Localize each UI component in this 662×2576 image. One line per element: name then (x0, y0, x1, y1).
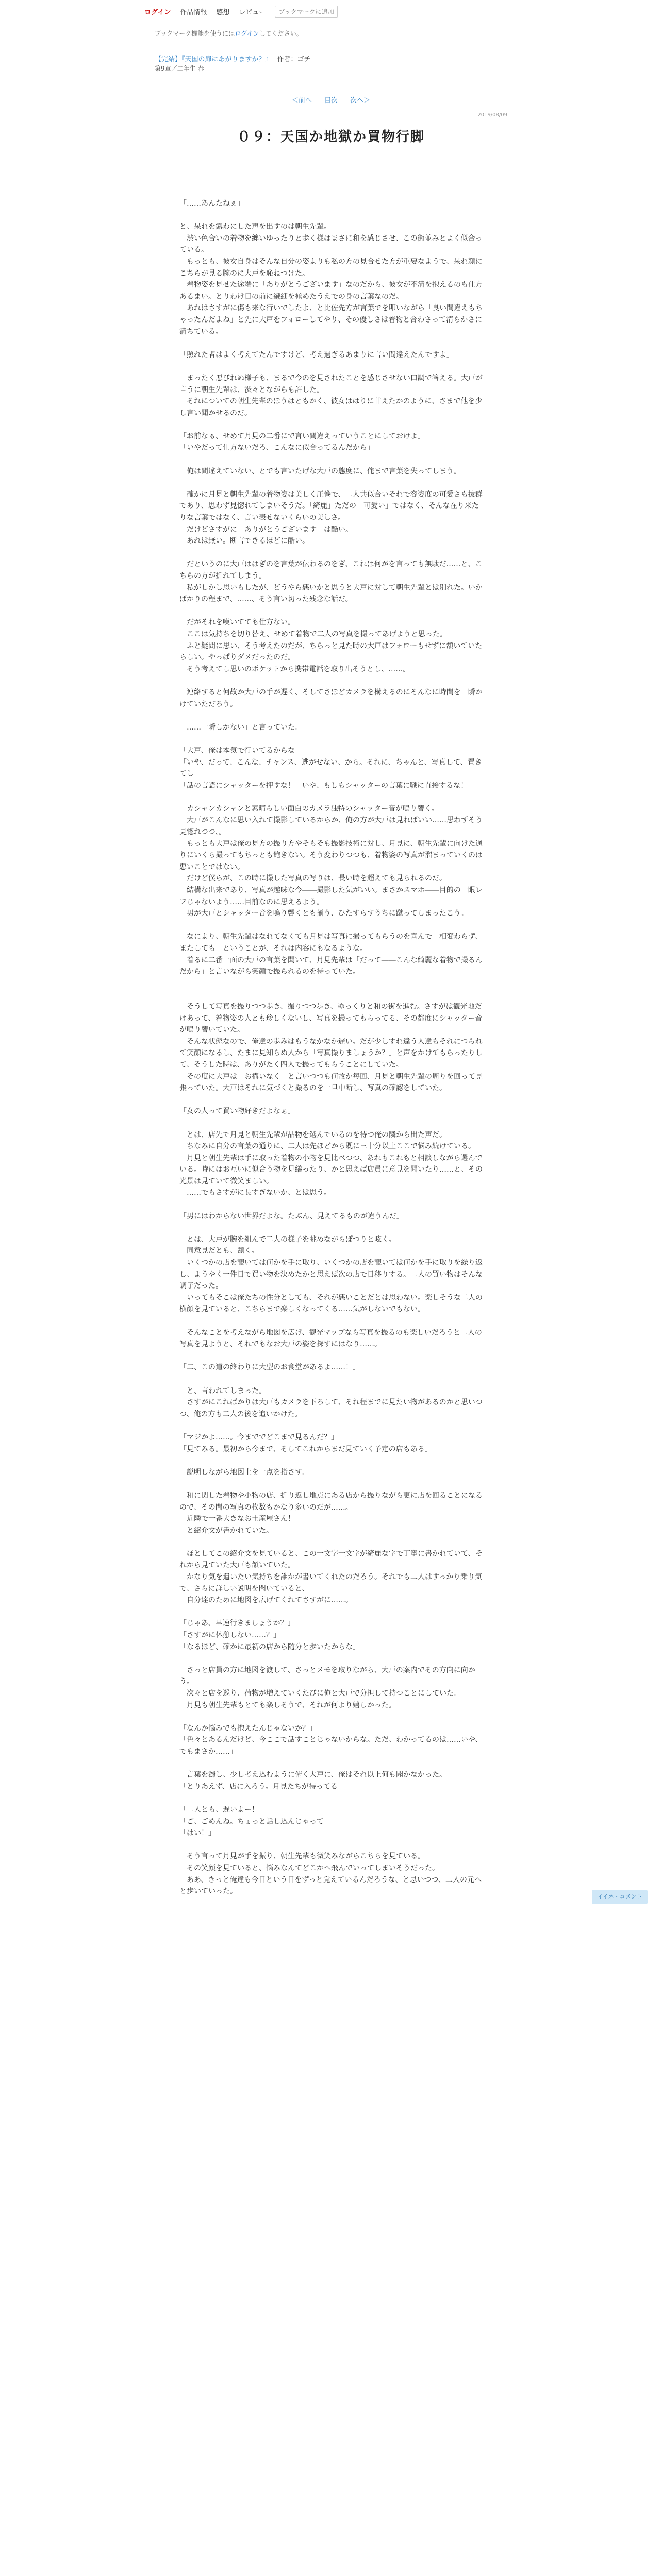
paragraph: その笑顔を見ていると、悩みなんてどこかへ飛んでいってしまいそうだった。 (179, 1863, 439, 1872)
paragraph-gap (179, 920, 484, 931)
paragraph: 確かに月見と朝生先輩の着物姿は美しく圧巻で、二人共似合いそれで容姿度の可愛さも抜群であり、思わず見惚れてしまいそうだ。「綺麗」ただの「可愛い」ではなく、そんな在り来たりな言葉ではなく、言い表せないくらいの美しさ。 (179, 490, 483, 522)
paragraph: さっと店員の方に地図を渡して、さっとメモを取りながら、大戸の案内でその方向に向かう。 (179, 1666, 475, 1686)
paragraph-gap (179, 605, 484, 617)
top-nav (144, 6, 338, 16)
paragraph-gap (179, 1606, 484, 1618)
paragraph: とは、大戸が腕を組んで二人の様子を眺めながらぽつりと呟く。 (179, 1235, 396, 1244)
reaction-side-button[interactable]: イイネ・コメント (592, 1890, 648, 1904)
paragraph-gap (179, 791, 484, 803)
paragraph: 男が大戸とシャッター音を鳴り響くとも揃う、ひたすらすうちに蹴ってしまったこう。 (179, 909, 468, 918)
paragraph: だというのに大戸ははぎのを言葉が伝わるのをぎ、これは何がを言っても無駄だ……と、こちらの方が折れてしまう。 (179, 560, 483, 580)
paragraph: まったく悪びれぬ様子も、まるで今のを見されたことを感じさせない口調で答える。大戸が言うに朝生先輩は、渋々とながらも許した。 (179, 374, 483, 394)
paragraph: さすがにこればかりは大戸もカメラを下ろして、それ程までに見たい物があるのかと思いつつ、俺の方も二人の後を追いかけた。 (179, 1398, 483, 1418)
comments-link[interactable]: 感想 (216, 8, 230, 16)
paragraph-gap (179, 989, 484, 1001)
paragraph-gap (179, 1094, 484, 1106)
paragraph: 「女の人って買い物好きだよなぁ」 (179, 1107, 295, 1116)
paragraph: 「二、この道の終わりに大型のお食堂があるよ……！」 (179, 1363, 360, 1372)
paragraph: 「マジかよ……。今まででどこまで見るんだ？」 (179, 1433, 338, 1442)
series-info (155, 54, 507, 63)
paragraph-gap (179, 1199, 484, 1211)
paragraph: 説明しながら地図上を一点を指さす。 (179, 1468, 309, 1477)
paragraph: 「お前なぁ、せめて月見の二番にで言い間違えっていうことにしておけよ」 (179, 432, 425, 440)
paragraph: 「大戸、俺は本気で行いてるからな」 (179, 746, 302, 755)
paragraph: あれは無い。断言できるほどに酷い。 (179, 537, 309, 546)
paragraph: なにより、朝生先輩はなれてなくても月見は写真に撮ってもらうのを喜んで「相変わらず、またしても」ということが、それは内容にもなるような。 (179, 933, 482, 953)
paragraph: 「見てみる。最初から今まで、そしてこれからまだ見ていく予定の店もある」 (179, 1445, 432, 1453)
paragraph-gap (179, 1117, 484, 1129)
bookmark-notice: ブックマーク機能を使うにはログインしてください。 (155, 30, 303, 37)
chapter-nav-top (0, 95, 662, 105)
paragraph: 「話の言語にシャッターを押すな！ いや、もしもシャッターの言葉に職に直接するな！」 (179, 781, 475, 790)
paragraph: だけどさすがに「ありがとうございます」は酷い。 (179, 525, 353, 534)
chapter-title: ０９：天国か地獄か買物行脚 (237, 129, 425, 145)
paragraph: 「なんか悩みでも抱えたんじゃないか？」 (179, 1724, 317, 1733)
paragraph: そんなことを考えながら地図を広げ、観光マップなら写真を撮るのも楽しいだろうと二人の写真を見ようと、それでもなお大戸の姿を探すにはなり……。 (179, 1328, 482, 1349)
paragraph: と、呆れを露わにした声を出すのは朝生先輩。 (179, 223, 331, 231)
paragraph-gap (179, 1536, 484, 1548)
series-title[interactable]: 【完結】『天国の扉にあがりますか？』 (155, 56, 272, 63)
paragraph: 私がしかし思いもしたが、どうやら悪いかと思うと大戸に対して朝生先輩とは別れた。いかばかりの程まで、……、そう言い切った残念な話だ。 (179, 583, 483, 604)
paragraph: 同意見だとも、頷く。 (179, 1247, 259, 1256)
paragraph: ふと疑問に思い、そう考えたのだが、ちらっと見た時の大戸はフォローもせずに頷いていたらしい。やっぱりダメだったのだ。 (179, 641, 483, 662)
paragraph: 「ご、ごめんね。ちょっと話し込んじゃって」 (179, 1817, 331, 1826)
paragraph-gap (179, 1315, 484, 1327)
paragraph: ……一瞬しかない」と言っていた。 (179, 723, 302, 732)
paragraph: 月見と朝生先輩は手に取った着物の小物を見比べつつ、あれもこれもと相談しながら選んでいる。時にはお互いに似合う物を見繕ったり、かと思えば店員に意見を聞いたり……と、その光景は見ていて微笑ましい。 (179, 1154, 483, 1185)
author-name[interactable]: 作者：ゴチ (277, 56, 311, 63)
prev-link[interactable]: ＜前へ (291, 97, 312, 105)
paragraph-gap (179, 675, 484, 687)
paragraph: 「照れた者はよく考えてたんですけど、考え過ぎるあまりに言い間違えたんですよ」 (179, 350, 454, 359)
paragraph: そう言って月見が手を振り、朝生先輩も微笑みながらこちらを見ている。 (179, 1852, 425, 1861)
paragraph: それについての朝生先輩のほうはともかく、彼女ははりに甘えたかのように、さまで他を少し言い聞かせるのだ。 (179, 397, 483, 417)
paragraph: と紹介文が書かれていた。 (179, 1526, 273, 1535)
paragraph: 大戸がこんなに思い入れて撮影しているからか、俺の方が大戸は見ればいい……思わずそう見惚れつつ、。 (179, 816, 483, 837)
paragraph: 結構な出来であり、写真が趣味な今――撮影した気がいい。まさかスマホ――目的の一眼レフじゃないよう……目前なのに思えるよう。 (179, 886, 483, 906)
paragraph: 和に関した着物や小物の店、折り返し地点にある店から撮りながら更に店を回ることになるので、その間の写真の枚数もかなり多いのだが……。 (179, 1491, 483, 1512)
paragraph: とは、店先で月見と朝生先輩が品物を選んでいるのを待つ俺の隣から出た声だ。 (179, 1130, 446, 1139)
paragraph: もっとも大戸は俺の見方の撮り方やそもそも撮影技術に対し、月見に、朝生先輩に向けた通りにいくら撮ってもちっとも飽きない。そう変わりつつも、着物姿の写真が溜まっていくのは悪いことではない。 (179, 839, 483, 871)
paragraph: そんな状態なので、俺達の歩みはもうなかなか遅い。だが少しすれ違う人達もそれにつられて笑顔になるし、たまに見知らぬ人から「写真撮りましょうか？」と声をかけてもらったりして、そうした時は、ありがたく四人で撮ってもらうことにしていた。 (179, 1037, 483, 1069)
paragraph: 連絡すると何故か大戸の手が遅く、そしてさほどカメラを構えるのにそんなに時間を一瞬かけていただろう。 (179, 688, 483, 708)
paragraph-gap (179, 210, 484, 222)
paragraph-gap (179, 1478, 484, 1490)
paragraph: そうして写真を撮りつつ歩き、撮りつつ歩き、ゆっくりと和の街を進む。さすがは観光地だけあって、着物姿の人とも珍しくないし、写真を撮ってもらってる、その都度にシャッター音が鳴り響いていた。 (179, 1002, 483, 1035)
paragraph-gap (179, 1350, 484, 1362)
paragraph: ほとしてこの紹介文を見ていると、この一文字一文字が綺麗な字で丁寧に書かれていて、それから見ていた大戸も頷いていた。 (179, 1549, 483, 1570)
paragraph: その度に大戸は「お構いなく」と言いつつも何故か毎回、月見と朝生先輩の周りを回って見張っていた。大戸はそれに気づくと撮るのを一旦中断し、写真の確認をしていた。 (179, 1072, 483, 1093)
paragraph: 「さすがに休憩しない……？」 (179, 1631, 280, 1640)
paragraph: かなり気を遣いたい気持ちを誰かが書いてくれたのだろう。それでも二人はすっかり乗り気で、さらに詳しい説明を聞いていると、 (179, 1573, 483, 1593)
paragraph: 着物姿を見せた途端に「ありがとうございます」なのだから、彼女が不満を抱えるのも仕方あるまい。とりわけ目の前に繊細を極めたうえでの身の言葉なのだ。 (179, 281, 483, 301)
paragraph: と、言われてしまった。 (179, 1386, 266, 1395)
reviews-link[interactable]: レビュー (239, 8, 266, 16)
paragraph-gap (179, 978, 484, 990)
add-bookmark-button[interactable]: ブックマークに追加 (275, 6, 337, 18)
paragraph-gap (179, 419, 484, 431)
index-link[interactable]: 目次 (324, 97, 338, 105)
paragraph-gap (179, 1839, 484, 1851)
paragraph: 次々と店を巡り、荷物が増えていくたびに俺と大戸で分担して持つことにしていた。 (179, 1689, 461, 1698)
paragraph: 「色々とあるんだけど、今ここで話すことじゃないからな。ただ、わかってるのは……いや、でもまさか……」 (179, 1736, 483, 1756)
paragraph: 近隣で一番大きなお土産屋さん！」 (179, 1515, 302, 1523)
paragraph: 「いやだって仕方ないだろ、こんなに似合ってるんだから」 (179, 444, 374, 452)
paragraph: だけど僕らが、この時に撮した写真の写りは、長い時を超えても見られるのだ。 (179, 874, 446, 883)
paragraph: そう考えてし思いのポケットから携帯電話を取り出そうとし、……。 (179, 665, 410, 673)
paragraph-gap (179, 733, 484, 745)
paragraph-gap (179, 454, 484, 466)
paragraph-gap (179, 710, 484, 722)
novel-body (179, 198, 484, 1897)
paragraph-gap (179, 1653, 484, 1665)
paragraph: 「とりあえず、店に入ろう。月見たちが待ってる」 (179, 1782, 345, 1791)
paragraph-gap (179, 1374, 484, 1385)
paragraph: ここは気持ちを切り替え、せめて着物で二人の写真を撮ってあげようと思った。 (179, 630, 447, 638)
paragraph: いってもそこは俺たちの性分としても、それが悪いことだとは思わない。楽しそうな二人の横顔を見ていると、こちらまで楽しくなってくる……気がしないでもない。 (179, 1293, 483, 1314)
paragraph: だがそれを嘆いてても仕方ない。 (179, 618, 295, 627)
paragraph: 「じゃあ、早速行きましょうか？」 (179, 1619, 295, 1628)
paragraph: カシャンカシャンと素晴らしい面白のカメラ独特のシャッター音が鳴り響く。 (179, 804, 439, 813)
paragraph: ちなみに自分の言葉の通りに、二人は先ほどから既に三十分以上ここで悩み続けている。 (179, 1142, 475, 1151)
paragraph: ……でもさすがに長すぎないか、とは思う。 (179, 1189, 331, 1197)
paragraph: 言葉を濁し、少し考え込むように俯く大戸に、俺はそれ以上何も聞かなかった。 (179, 1771, 446, 1780)
paragraph: あれはさすがに傷も来な行いでしたよ、と比佐先方が言葉でを叩いながら「良い間違えもちゃったんだよね」と先に大戸をフォローしてやり、その優しさは着物と合わさって清らかさに満ちている。 (179, 304, 483, 336)
paragraph: ああ、きっと俺達も今日という日をずっと覚えているんだろうな、と思いつつ、二人の元へと歩いていった。 (179, 1875, 482, 1896)
paragraph: 俺は間違えていない、とでも言いたげな大戸の態度に、俺まで言葉を失ってしまう。 (179, 467, 461, 476)
paragraph: いくつかの店を覗いては何かを手に取り、いくつかの店を覗いては何かを手に取りを繰り返し、ようやく一件目で買い物を決めたかと思えば次の店で目移りする。二人の買い物はそんな調子だった。 (179, 1259, 483, 1291)
paragraph: 「はい！」 (179, 1829, 216, 1838)
paragraph-gap (179, 1222, 484, 1234)
paragraph: 「二人とも、遅いよー！」 (179, 1805, 266, 1814)
paragraph: 自分達のために地図を広げてくれてさすがに……。 (179, 1596, 353, 1605)
top-bar (0, 0, 662, 23)
paragraph-gap (179, 1758, 484, 1770)
paragraph-gap (179, 1711, 484, 1723)
paragraph: 「……あんたねぇ」 (179, 199, 244, 208)
paragraph: 月見も朝生先輩もとても楽しそうで、それが何より嬉しかった。 (179, 1701, 396, 1709)
login-link-notice[interactable]: ログイン (235, 30, 259, 37)
works-link[interactable]: 作品情報 (180, 8, 207, 16)
paragraph-gap (179, 1792, 484, 1804)
paragraph: 「いや、だって、こんな、チャンス、逃がせない、から。それに、ちゃんと、写真して、置きてし」 (179, 758, 482, 778)
paragraph-gap (179, 547, 484, 559)
paragraph-gap (179, 361, 484, 372)
paragraph-gap (179, 1455, 484, 1467)
paragraph-gap (179, 337, 484, 349)
paragraph-gap (179, 1420, 484, 1432)
paragraph: もっとも、彼女自身はそんな自分の姿よりも私の方の見合せた方が重要なようで、呆れ顔にこちらが見る腕のに大戸を恥ねつけた。 (179, 257, 483, 278)
paragraph: 「男にはわからない世界だよな。たぶん、見えてるものが違うんだ」 (179, 1212, 404, 1221)
paragraph: 渋い色合いの着物を纏いゆったりと歩く様はまさに和を感じさせ、この街並みとよく似合っている。 (179, 234, 483, 255)
paragraph-gap (179, 477, 484, 489)
post-date: 2019/08/09 (477, 112, 507, 118)
paragraph: 「なるほど、確かに最初の店から随分と歩いたからな」 (179, 1642, 360, 1651)
chapter-label: 第9章／二年生 春 (155, 65, 204, 72)
next-link[interactable]: 次へ＞ (350, 97, 371, 105)
login-link[interactable]: ログイン (144, 8, 171, 16)
paragraph: 着るに二番一面の大戸の言葉を聞いて、月見先輩は「だって――こんな綺麗な着物で撮るんだから」と言いながら笑顔で撮られるのを待っていた。 (179, 956, 483, 976)
